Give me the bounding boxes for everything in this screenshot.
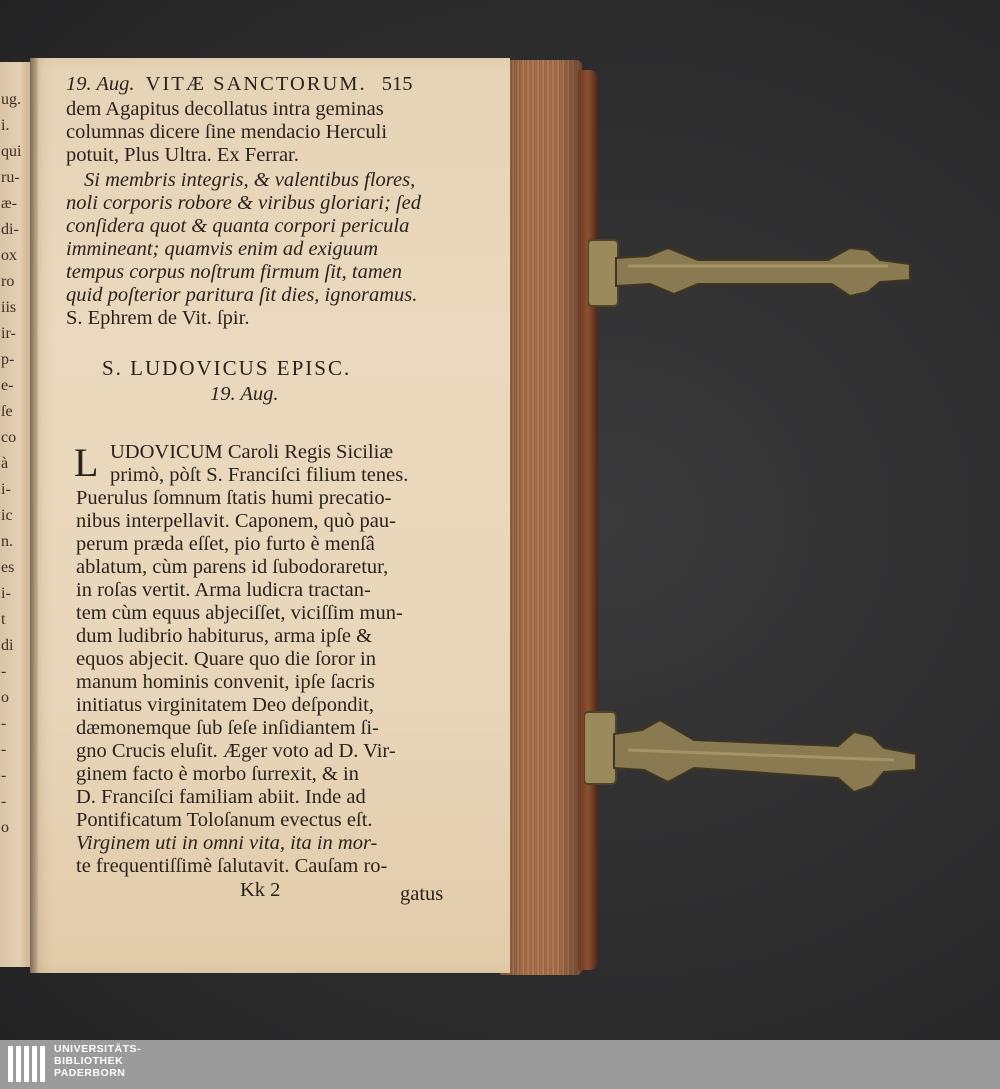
body-line: Pontificatum Toloſanum evectus eſt.	[76, 809, 373, 831]
left-page-fragment: -	[1, 715, 7, 732]
quote-line: quid poſterior paritura ſit dies, ignoramus.	[66, 284, 418, 306]
institution-line: BIBLIOTHEK	[54, 1055, 124, 1067]
body-line: perum præda eſſet, pio furto è menſâ	[76, 533, 375, 555]
body-line: nibus interpellavit. Caponem, quò pau-	[76, 510, 396, 532]
left-page-fragment: iis	[1, 299, 17, 316]
running-head-date: 19. Aug.	[66, 73, 135, 95]
body-line: manum hominis convenit, ipſe ſacris	[76, 671, 375, 693]
left-page-fragment: p-	[1, 351, 15, 368]
body-line: equos abjecit. Quare quo die ſoror in	[76, 648, 377, 670]
quote-line: Si membris integris, & valentibus flores,	[84, 169, 416, 191]
left-page-fragment: di	[1, 637, 14, 654]
left-page-fragment: ox	[1, 247, 17, 264]
left-page-fragment: n.	[1, 533, 13, 550]
drop-cap: L	[74, 440, 99, 485]
left-page-fragment: -	[1, 741, 7, 758]
left-page-fragment: e-	[1, 377, 14, 394]
quote-source: S. Ephrem de Vit. ſpir.	[66, 307, 250, 329]
institution-footer	[0, 1040, 1000, 1089]
body-line: D. Franciſci familiam abiit. Inde ad	[76, 786, 366, 808]
body-line: UDOVICUM Caroli Regis Siciliæ	[110, 441, 394, 463]
section-title: S. LUDOVICUS EPISC.	[102, 356, 352, 380]
quote-line: immineant; quamvis enim ad exiguum	[66, 238, 378, 260]
left-page-edge	[0, 62, 32, 967]
left-page-fragment: ſe	[1, 403, 13, 420]
book-cover-edge	[578, 70, 598, 970]
page-gutter	[30, 58, 38, 973]
left-page-fragment: -	[1, 793, 7, 810]
body-line: gno Crucis eluſit. Æger voto ad D. Vir-	[76, 740, 396, 762]
left-page-fragment: i-	[1, 585, 11, 602]
para1-line: columnas dicere ſine mendacio Herculi	[66, 121, 388, 143]
lower-clasp	[584, 710, 920, 806]
left-page-fragment: di-	[1, 221, 19, 238]
left-page-fragment: -	[1, 663, 7, 680]
upper-clasp	[588, 236, 918, 316]
body-line: Virginem uti in omni vita, ita in mor-	[76, 832, 378, 854]
quote-line: noli corporis robore & viribus gloriari; ſed	[66, 192, 421, 214]
left-page-fragment: o	[1, 689, 9, 706]
left-page-fragment: ic	[1, 507, 13, 524]
fore-edge-shadow	[500, 60, 582, 975]
left-page-fragment: ir-	[1, 325, 16, 342]
catchword: gatus	[400, 883, 444, 905]
section-date: 19. Aug.	[210, 383, 279, 405]
university-library-logo-icon	[6, 1044, 48, 1084]
institution-line: UNIVERSITÄTS-	[54, 1043, 142, 1055]
body-line: ablatum, cùm parens id ſubodoraretur,	[76, 556, 389, 578]
left-page-fragment: es	[1, 559, 15, 576]
left-page-fragment: o	[1, 819, 9, 836]
left-page-fragment: i-	[1, 481, 11, 498]
body-line: dum ludibrio habiturus, arma ipſe &	[76, 625, 373, 647]
body-line: primò, pòſt S. Franciſci filium tenes.	[110, 464, 409, 486]
signature-mark: Kk 2	[240, 879, 281, 901]
body-line: ginem facto è morbo ſurrexit, & in	[76, 763, 359, 785]
running-head-title: VITÆ SANCTORUM.	[145, 73, 367, 95]
quote-line: conſidera quot & quanta corpori pericula	[66, 215, 410, 237]
quote-line: tempus corpus noſtrum firmum ſit, tamen	[66, 261, 402, 283]
page-number: 515	[381, 73, 413, 95]
running-head	[66, 74, 413, 95]
left-page-fragment: i.	[1, 117, 10, 134]
left-page-fragment: à	[1, 455, 9, 472]
left-page-fragment: ro	[1, 273, 15, 290]
para1-line: dem Agapitus decollatus intra geminas	[66, 98, 384, 120]
book-page	[32, 58, 510, 973]
body-line: Puerulus ſomnum ſtatis humi precatio-	[76, 487, 392, 509]
institution-line: PADERBORN	[54, 1067, 126, 1079]
left-page-fragment: t	[1, 611, 6, 628]
left-page-fragment: co	[1, 429, 17, 446]
para1-line: potuit, Plus Ultra. Ex Ferrar.	[66, 144, 299, 166]
body-line: dæmonemque ſub ſeſe inſidiantem ſi-	[76, 717, 379, 739]
left-page-fragment: æ-	[1, 195, 17, 212]
left-page-fragment: ug.	[1, 91, 21, 108]
left-page-fragment: qui	[1, 143, 22, 160]
body-line: tem cùm equus abjeciſſet, viciſſim mun-	[76, 602, 403, 624]
body-line: initiatus virginitatem Deo deſpondit,	[76, 694, 374, 716]
left-page-fragment: -	[1, 767, 7, 784]
left-page-fragment: ru-	[1, 169, 20, 186]
body-line: te frequentiſſimè ſalutavit. Cauſam ro-	[76, 855, 388, 877]
body-line: in roſas vertit. Arma ludicra tractan-	[76, 579, 371, 601]
